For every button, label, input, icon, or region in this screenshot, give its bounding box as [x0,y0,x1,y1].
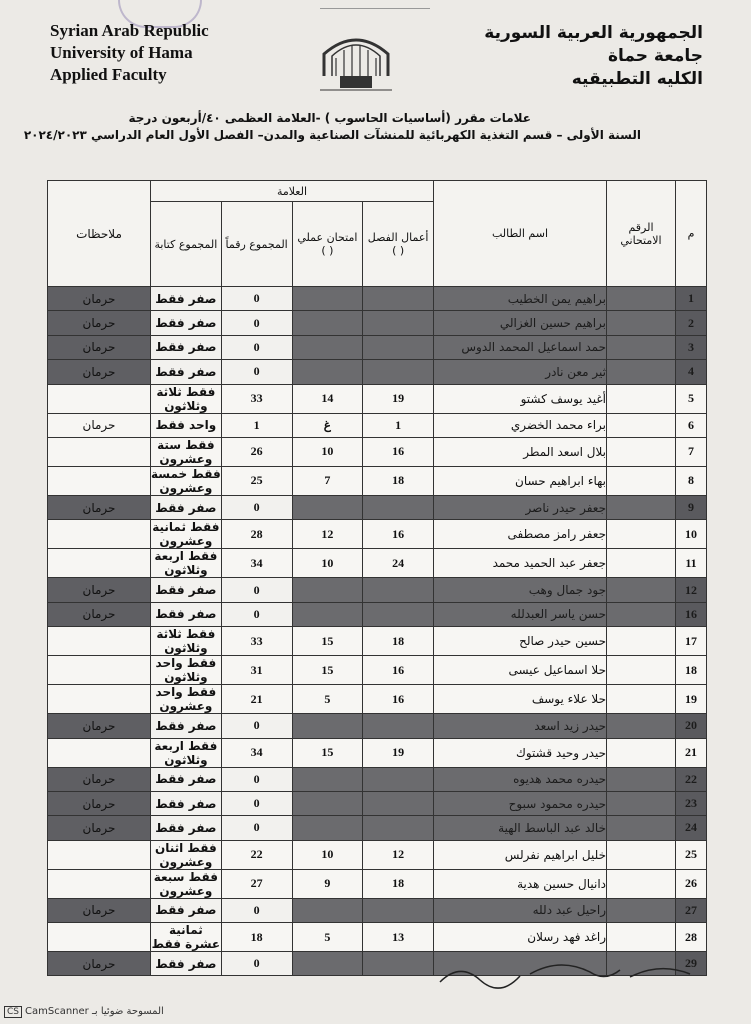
notes-cell: حرمان [48,898,151,922]
coursework-mark: 18 [363,869,434,898]
practical-mark: 7 [292,466,363,495]
row-number: 5 [676,384,707,413]
practical-mark: غ [292,413,363,437]
practical-mark [292,791,363,815]
coursework-paren: ( ) [392,244,405,257]
notes-cell: حرمان [48,602,151,626]
row-number: 23 [676,791,707,815]
exam-number-cell [607,549,676,578]
col-header-name: اسم الطالب [434,181,607,287]
exam-number-cell [607,520,676,549]
total-mark: 0 [221,287,292,311]
row-number: 4 [676,360,707,384]
exam-number-cell [607,384,676,413]
total-in-words: فقط ثمانية وعشرون [152,520,220,549]
coursework-mark [363,767,434,791]
row-number: 20 [676,714,707,738]
student-name: جود جمال وهب [434,578,607,602]
coursework-mark [363,816,434,840]
notes-cell [48,520,151,549]
english-header [50,20,209,86]
student-name: راغد فهد رسلان [434,923,607,952]
coursework-mark [363,287,434,311]
table-row [48,413,707,437]
coursework-mark: 19 [363,738,434,767]
total-mark: 0 [221,495,292,519]
notes-cell [48,738,151,767]
notes-cell: حرمان [48,767,151,791]
exam-number-cell [607,466,676,495]
scanner-badge: CS [4,1006,22,1018]
total-in-words: فقط اثنان وعشرون [151,840,222,869]
student-name: بهاء ابراهيم حسان [434,466,607,495]
col-header-total: المجموع رقماً [221,202,292,287]
exam-number-cell [607,685,676,714]
exam-number-cell [607,602,676,626]
coursework-mark [363,311,434,335]
arabic-header [484,22,703,91]
total-mark: 22 [221,840,292,869]
practical-mark [292,335,363,359]
header-en-line: Syrian Arab Republic [50,21,209,40]
coursework-mark: 24 [363,549,434,578]
row-number: 18 [676,656,707,685]
table-row [48,840,707,869]
table-row [48,520,707,549]
row-number: 28 [676,923,707,952]
notes-cell [48,384,151,413]
row-number: 22 [676,767,707,791]
total-mark: 0 [221,578,292,602]
coursework-label: أعمال الفصل [367,231,429,244]
notes-cell: حرمان [48,791,151,815]
table-row [48,287,707,311]
header-ar-line: جامعة حماة [607,46,703,66]
total-in-words: فقط اربعة وثلاثون [151,738,222,767]
row-number: 3 [676,335,707,359]
coursework-mark [363,360,434,384]
row-number: 25 [676,840,707,869]
student-name: خليل ابراهيم نفرلس [434,840,607,869]
scanner-text: CamScanner [25,1006,89,1017]
col-header-practical [292,202,363,287]
header-en-line: Applied Faculty [50,65,167,84]
student-name: براء محمد الخضري [434,413,607,437]
col-header-num: م [676,181,707,287]
total-in-words: صفر فقط [151,360,222,384]
exam-number-cell [607,578,676,602]
exam-number-cell [607,840,676,869]
total-mark: 28 [221,520,292,549]
col-header-grade: العلامة [151,181,434,202]
practical-mark: 10 [292,840,363,869]
practical-mark [292,287,363,311]
student-name: حلا علاء يوسف [434,685,607,714]
total-mark: 33 [221,384,292,413]
total-in-words: صفر فقط [151,714,222,738]
practical-mark: 15 [292,738,363,767]
row-number: 19 [676,685,707,714]
total-mark: 0 [221,714,292,738]
total-in-words: صفر فقط [151,311,222,335]
table-row [48,311,707,335]
notes-cell [48,685,151,714]
row-number: 11 [676,549,707,578]
exam-number-cell [607,816,676,840]
coursework-mark [363,335,434,359]
table-row [48,869,707,898]
total-in-words: ثمانية عشرة فقط [151,923,221,952]
total-mark: 0 [221,602,292,626]
practical-mark [292,714,363,738]
table-row [48,923,707,952]
row-number: 1 [676,287,707,311]
coursework-mark: 18 [363,627,434,656]
scanner-ar-text: المسوحة ضوئيا بـ [91,1006,164,1017]
coursework-mark: 12 [363,840,434,869]
row-number: 10 [676,520,707,549]
notes-cell [48,869,151,898]
total-in-words: صفر فقط [151,578,222,602]
coursework-mark: 16 [363,437,434,466]
student-name: حيدره محمود سبوح [434,791,607,815]
row-number: 2 [676,311,707,335]
exam-number-cell [607,335,676,359]
total-mark: 0 [221,767,292,791]
total-in-words: صفر فقط [151,767,222,791]
row-number: 8 [676,466,707,495]
coursework-mark [363,898,434,922]
exam-number-cell [607,413,676,437]
student-name: حسين حيدر صالح [434,627,607,656]
practical-mark [292,578,363,602]
total-in-words: صفر فقط [151,898,222,922]
total-mark: 0 [221,898,292,922]
row-number: 21 [676,738,707,767]
coursework-mark: 19 [363,384,434,413]
col-header-total-words: المجموع كتابة [151,202,222,287]
notes-cell: حرمان [48,714,151,738]
row-number: 16 [676,602,707,626]
student-name: خالد عبد الباسط الهية [434,816,607,840]
total-in-words: فقط واحد وثلاثون [151,656,222,685]
coursework-mark [363,791,434,815]
student-name: حسن ياسر العبدلله [434,602,607,626]
coursework-mark [363,714,434,738]
student-name: حيدره محمد هديوه [434,767,607,791]
table-row [48,816,707,840]
total-in-words: فقط ستة وعشرون [151,437,222,466]
notes-cell: حرمان [48,952,151,976]
practical-mark [292,495,363,519]
exam-number-cell [607,923,676,952]
col-header-exam-no: الرقم الامتحاني [607,181,676,287]
total-in-words: صفر فقط [151,952,222,976]
student-name: براهيم حسين الغزالي [434,311,607,335]
col-header-notes: ملاحظات [48,181,151,287]
student-name: راحيل عبد دلله [434,898,607,922]
total-mark: 0 [221,952,292,976]
practical-mark [292,311,363,335]
row-number: 6 [676,413,707,437]
notes-cell [48,549,151,578]
row-number: 27 [676,898,707,922]
total-in-words: فقط خمسة وعشرون [151,466,221,495]
student-name: ثير معن نادر [434,360,607,384]
university-logo [316,26,396,94]
total-mark: 0 [221,335,292,359]
coursework-mark: 18 [363,466,434,495]
student-name: حمد اسماعيل المحمد الدوس [434,335,607,359]
exam-number-cell [607,437,676,466]
student-name: حلا اسماعيل عيسى [434,656,607,685]
table-row [48,549,707,578]
notes-cell: حرمان [48,335,151,359]
table-row [48,384,707,413]
total-mark: 31 [221,656,292,685]
exam-number-cell [607,627,676,656]
practical-mark: 10 [292,437,363,466]
student-name: دانيال حسين هدية [434,869,607,898]
table-row [48,627,707,656]
total-mark: 18 [221,923,292,952]
practical-mark [292,360,363,384]
exam-number-cell [607,495,676,519]
table-row [48,466,707,495]
table-row [48,578,707,602]
signatures [430,952,700,1002]
student-name: أغيد يوسف كشتو [434,384,607,413]
notes-cell [48,840,151,869]
practical-mark [292,767,363,791]
table-row [48,767,707,791]
student-name: جعفر رامز مصطفى [434,520,607,549]
header-ar-line: الكليه التطبيقيه [571,69,703,89]
table-row [48,898,707,922]
row-number: 7 [676,437,707,466]
scanner-watermark [4,1006,164,1018]
coursework-mark [363,578,434,602]
notes-cell [48,437,151,466]
table-row [48,495,707,519]
total-mark: 34 [221,549,292,578]
notes-cell: حرمان [48,495,151,519]
table-row [48,714,707,738]
student-name: حيدر وحيد قشتوك [434,738,607,767]
practical-mark [292,898,363,922]
table-row [48,738,707,767]
marks-table [47,180,707,976]
course-title: علامات مقرر (أساسيات الحاسوب ) -العلامة العظمى ٤٠/أربعون درجة [128,111,531,125]
total-mark: 26 [221,437,292,466]
exam-number-cell [607,656,676,685]
total-mark: 0 [221,816,292,840]
coursework-mark [363,952,434,976]
department-line: السنة الأولى – قسم التغذية الكهربائية للمنشآت الصناعية والمدن– الفصل الأول العام الدراسي ٢٠٢٤/٢٠٢٣ [23,128,641,142]
practical-mark: 5 [292,685,363,714]
exam-number-cell [607,767,676,791]
exam-number-cell [607,898,676,922]
exam-number-cell [607,791,676,815]
total-in-words: صفر فقط [151,495,222,519]
table-row [48,791,707,815]
total-in-words: واحد فقط [151,413,222,437]
table-row [48,360,707,384]
student-name: جعفر حيدر ناصر [434,495,607,519]
notes-cell: حرمان [48,311,151,335]
total-in-words: صفر فقط [151,602,222,626]
practical-mark [292,602,363,626]
practical-mark: 15 [292,656,363,685]
student-name: براهيم يمن الخطيب [434,287,607,311]
coursework-mark: 16 [363,520,434,549]
total-mark: 0 [221,360,292,384]
practical-mark: 12 [292,520,363,549]
row-number: 9 [676,495,707,519]
total-mark: 33 [221,627,292,656]
top-edge-line [320,0,430,9]
notes-cell [48,466,151,495]
table-row [48,602,707,626]
practical-paren: ( ) [321,244,334,257]
notes-cell [48,627,151,656]
row-number: 29 [676,952,707,976]
notes-cell: حرمان [48,578,151,602]
notes-cell: حرمان [48,287,151,311]
total-mark: 21 [221,685,292,714]
practical-mark: 5 [292,923,363,952]
total-mark: 25 [221,466,292,495]
document-subtitle [24,110,641,144]
row-number: 17 [676,627,707,656]
table-row [48,437,707,466]
row-number: 26 [676,869,707,898]
coursework-mark [363,602,434,626]
total-in-words: صفر فقط [151,287,222,311]
total-mark: 27 [221,869,292,898]
exam-number-cell [607,869,676,898]
total-in-words: صفر فقط [151,791,222,815]
total-mark: 34 [221,738,292,767]
notes-cell [48,656,151,685]
student-name: حيدر زيد اسعد [434,714,607,738]
coursework-mark: 13 [363,923,434,952]
row-number: 24 [676,816,707,840]
total-in-words: فقط سبعة وعشرون [151,869,222,898]
exam-number-cell [607,360,676,384]
practical-mark: 15 [292,627,363,656]
practical-mark: 9 [292,869,363,898]
table-row [48,656,707,685]
total-mark: 1 [221,413,292,437]
exam-number-cell [607,738,676,767]
coursework-mark [363,495,434,519]
header-en-line: University of Hama [50,43,193,62]
total-mark: 0 [221,311,292,335]
student-name: بلال اسعد المطر [434,437,607,466]
coursework-mark: 1 [363,413,434,437]
col-header-coursework [363,202,434,287]
total-in-words: صفر فقط [151,816,222,840]
total-in-words: فقط واحد وعشرون [151,685,222,714]
practical-label: امتحان عملي [297,231,358,244]
table-row [48,335,707,359]
notes-cell: حرمان [48,360,151,384]
practical-mark [292,952,363,976]
practical-mark: 14 [292,384,363,413]
exam-number-cell [607,287,676,311]
header-ar-line: الجمهورية العربية السورية [484,23,703,43]
coursework-mark: 16 [363,656,434,685]
student-name: جعفر عبد الحميد محمد [434,549,607,578]
row-number: 12 [676,578,707,602]
notes-cell [48,923,151,952]
total-mark: 0 [221,791,292,815]
coursework-mark: 16 [363,685,434,714]
total-in-words: صفر فقط [151,335,222,359]
practical-mark: 10 [292,549,363,578]
practical-mark [292,816,363,840]
exam-number-cell [607,311,676,335]
total-in-words: فقط اربعة وثلاثون [151,549,222,578]
table-row [48,685,707,714]
total-in-words: فقط ثلاثة وثلاثون [151,384,222,413]
notes-cell: حرمان [48,413,151,437]
notes-cell: حرمان [48,816,151,840]
total-in-words: فقط ثلاثة وثلاثون [151,627,222,656]
exam-number-cell [607,714,676,738]
